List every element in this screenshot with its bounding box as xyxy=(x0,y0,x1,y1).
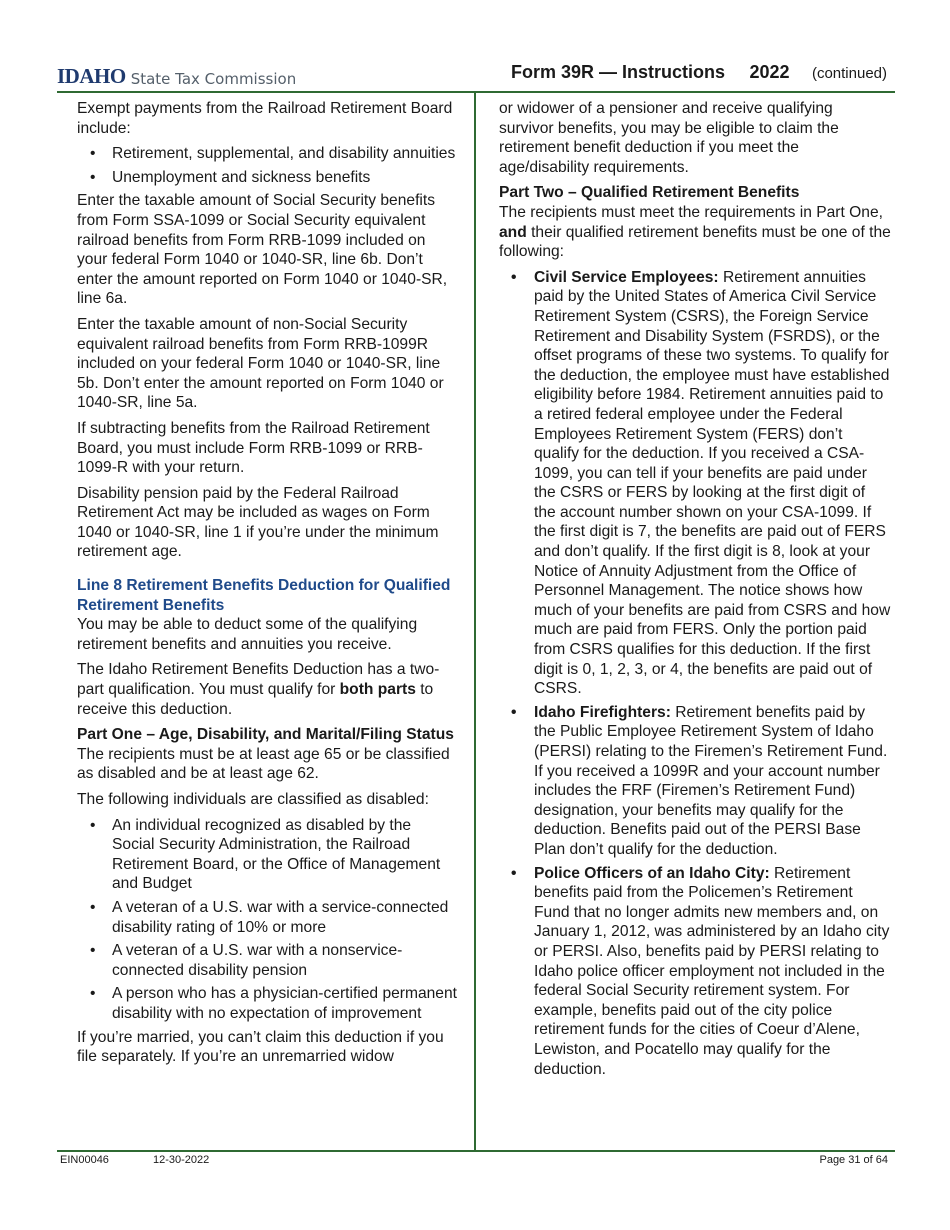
part-two-intro: The recipients must meet the requirements in Part One, and their qualified retirement benefits must be one of the following: xyxy=(499,203,891,261)
widower-paragraph: or widower of a pensioner and receive qualifying survivor benefits, you may be eligible to claim the retirement benefit deduction if you meet the age/disability requirements. xyxy=(499,100,839,176)
page-header xyxy=(57,58,893,92)
left-column xyxy=(77,99,457,1073)
list-item: • A veteran of a U.S. war with a service-connected disability rating of 10% or more xyxy=(77,898,457,937)
two-part-paragraph: The Idaho Retirement Benefits Deduction has a two-part qualification. You must qualify for both parts to receive this deduction. xyxy=(77,661,440,718)
disabled-intro: The following individuals are classified as disabled: xyxy=(77,791,429,808)
idaho-logo xyxy=(57,64,296,86)
rrb-exempt-list xyxy=(77,144,457,187)
footer-rule xyxy=(57,1150,895,1152)
form-title: Form 39R — Instructions xyxy=(510,62,725,82)
form-year: 2022 xyxy=(749,62,790,82)
married-paragraph: If you’re married, you can’t claim this deduction if you file separately. If you’re an unremarried widow xyxy=(77,1028,444,1066)
rrb-exempt-intro: Exempt payments from the Railroad Retirement Board include: xyxy=(77,100,453,137)
part-two-heading: Part Two – Qualified Retirement Benefits xyxy=(499,184,800,202)
page-number: Page 31 of 64 xyxy=(819,1154,888,1166)
ssa-paragraph: Enter the taxable amount of Social Security benefits from Form SSA-1099 or Social Security equivalent railroad benefits from Form RRB-1099 included on your federal Form 1040 or 1040-SR, line 6b. Don’t enter the amount reported on Form 1040 or 1040-SR, line 6a. xyxy=(77,192,448,308)
form-title-group xyxy=(511,62,887,83)
footer-code: EIN00046 xyxy=(60,1154,109,1166)
continued-label: (continued) xyxy=(811,65,887,82)
list-item: • Unemployment and sickness benefits xyxy=(77,168,457,188)
list-item-police: • Police Officers of an Idaho City: Retirement benefits paid from the Policemen’s Retirement Fund that no longer admits new members and, on January 1, 2012, was administered by an Idaho city or PERSI. Also, benefits paid by PERSI relating to Idaho police officer employment not included in the federal Social Security retirement system. For example, benefits paid out of the city police retirement funds for the cities of Coeur d’Alene, Lewiston, and Pocatello may qualify for the deduction. xyxy=(499,864,891,1080)
header-rule xyxy=(57,91,895,93)
list-item: • An individual recognized as disabled by the Social Security Administration, the Railroad Retirement Board, or the Office of Management and Budget xyxy=(77,816,457,894)
list-item-civil-service: • Civil Service Employees: Retirement annuities paid by the United States of America Civil Service Retirement System (CSRS), the Foreign Service Retirement and Disability System (FSRDS), or the offset programs of these two systems. To qualify for the deduction, the employee must have established eligibility before 1984. Retirement annuities paid to a retired federal employee under the Federal Employees Retirement System (FERS) don’t qualify for the deduction. If you received a CSA-1099, you can tell if your benefits are paid under the CSRS or FERS by looking at the first digit of the account number shown on your CSA-1099. If the first digit is 7, the benefits are paid out of FERS and don’t qualify. If the first digit is 8, look at your Notice of Annuity Adjustment from the Office of Personnel Management. The notice shows how much of your benefits are paid from CSRS and how much are paid from FERS. Only the portion paid from CSRS qualifies for this deduction. If the first digit is 0, 1, 2, 3, or 4, the benefits are paid out of CSRS. xyxy=(499,268,891,699)
list-item: • Retirement, supplemental, and disability annuities xyxy=(77,144,457,164)
right-column xyxy=(499,99,891,1083)
list-item-firefighters: • Idaho Firefighters: Retirement benefits paid by the Public Employee Retirement System of Idaho (PERSI) relating to the Firemen’s Retirement Fund. If you received a 1099R and your account number includes the FRF (Firemen’s Retirement Fund) designation, your benefits may qualify for the deduction. Benefits paid out of the PERSI Base Plan don’t qualify for the deduction. xyxy=(499,703,891,860)
line8-heading: Line 8 Retirement Benefits Deduction for Qualified Retirement Benefits xyxy=(77,577,451,614)
logo-mark: IDAHO xyxy=(57,64,126,88)
column-divider xyxy=(474,92,476,1151)
disabled-list xyxy=(77,816,457,1024)
logo-text: State Tax Commission xyxy=(130,70,297,88)
age-paragraph: The recipients must be at least age 65 or be classified as disabled and be at least age 62. xyxy=(77,745,450,783)
rrb-include-paragraph: If subtracting benefits from the Railroad Retirement Board, you must include Form RRB-1099 or RRB-1099-R with your return. xyxy=(77,419,430,477)
line8-intro: You may be able to deduct some of the qualifying retirement benefits and annuities you receive. xyxy=(77,616,418,653)
list-item: • A veteran of a U.S. war with a nonservice-connected disability pension xyxy=(77,941,457,980)
part-one-heading: Part One – Age, Disability, and Marital/Filing Status xyxy=(77,726,454,744)
qualified-benefits-list xyxy=(499,268,891,1079)
disability-pension-paragraph: Disability pension paid by the Federal Railroad Retirement Act may be included as wages on Form 1040 or 1040-SR, line 1 if you’re under the minimum retirement age. xyxy=(77,484,439,561)
list-item: • A person who has a physician-certified permanent disability with no expectation of improvement xyxy=(77,984,457,1023)
footer-date: 12-30-2022 xyxy=(153,1154,210,1166)
rrb-paragraph: Enter the taxable amount of non-Social Security equivalent railroad benefits from Form RRB-1099R included on your federal Form 1040 or 1040-SR, line 5b. Don’t enter the amount reported on Form 1040 or 1040-SR, line 5a. xyxy=(77,315,444,412)
